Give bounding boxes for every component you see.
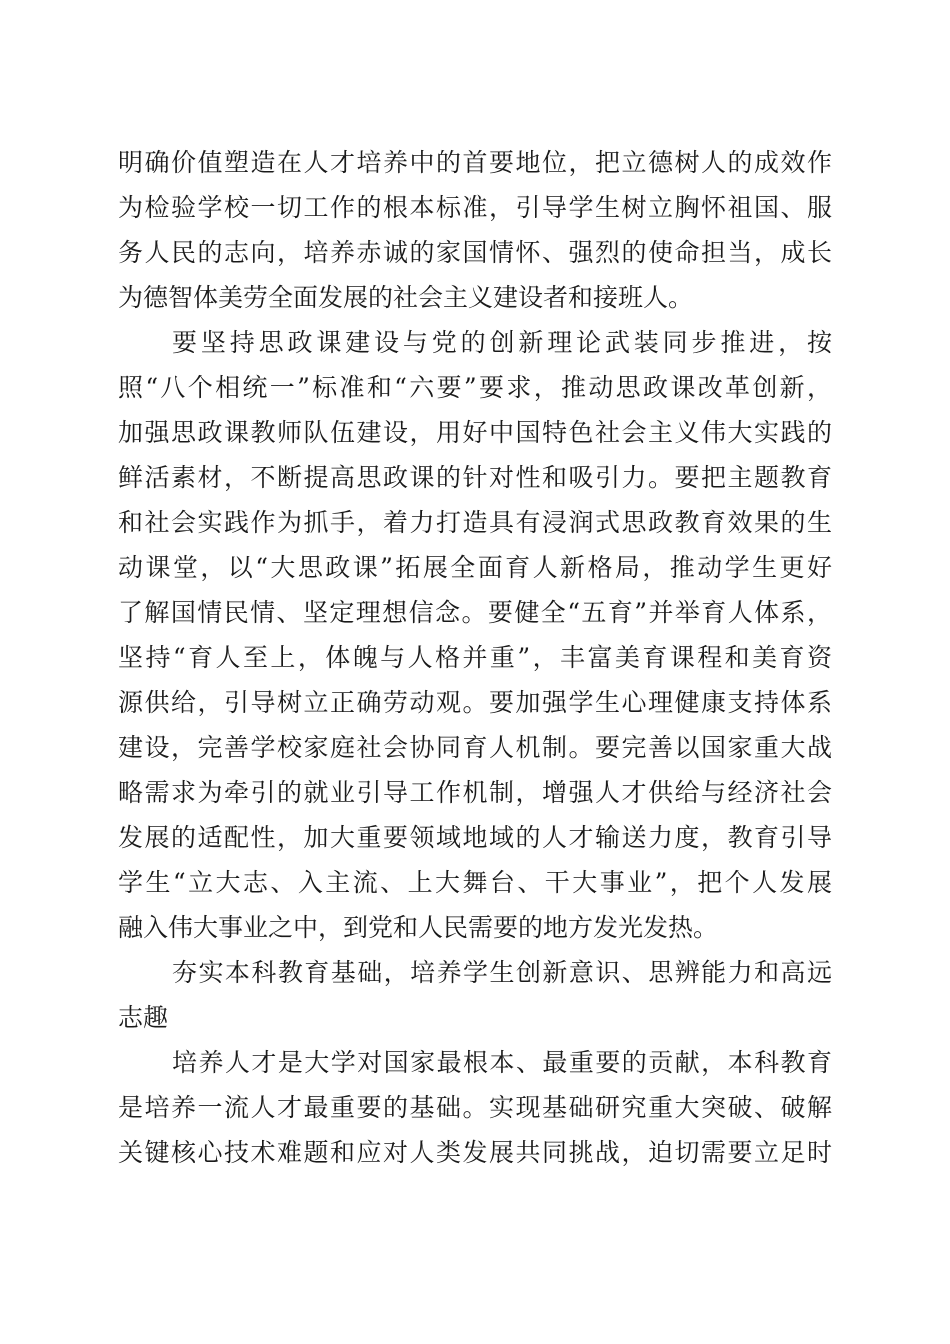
text-line: 学生“立大志、入主流、上大舞台、干大事业”，把个人发展 [118, 868, 832, 897]
text-line: 动课堂，以“大思政课”拓展全面育人新格局，推动学生更好 [118, 553, 832, 582]
text-line: 坚持“育人至上，体魄与人格并重”，丰富美育课程和美育资 [118, 643, 832, 672]
text-line: 培养人才是大学对国家最根本、最重要的贡献，本科教育 [172, 1048, 832, 1077]
text-line: 建设，完善学校家庭社会协同育人机制。要完善以国家重大战 [118, 733, 832, 762]
text-line: 加强思政课教师队伍建设，用好中国特色社会主义伟大实践的 [118, 418, 832, 447]
text-line: 是培养一流人才最重要的基础。实现基础研究重大突破、破解 [118, 1093, 832, 1122]
text-line: 和社会实践作为抓手，着力打造具有浸润式思政教育效果的生 [118, 508, 832, 537]
text-line: 为德智体美劳全面发展的社会主义建设者和接班人。 [118, 283, 694, 312]
text-line: 鲜活素材，不断提高思政课的针对性和吸引力。要把主题教育 [118, 463, 832, 492]
text-line: 夯实本科教育基础，培养学生创新意识、思辨能力和高远 [172, 958, 832, 987]
text-line: 了解国情民情、坚定理想信念。要健全“五育”并举育人体系， [118, 598, 832, 627]
text-line: 照“八个相统一”标准和“六要”要求，推动思政课改革创新， [118, 373, 832, 402]
text-line: 为检验学校一切工作的根本标准，引导学生树立胸怀祖国、服 [118, 193, 832, 222]
text-line: 融入伟大事业之中，到党和人民需要的地方发光发热。 [118, 913, 719, 942]
body-text [118, 140, 832, 1175]
text-line: 要坚持思政课建设与党的创新理论武装同步推进，按 [172, 328, 832, 357]
text-line: 志趣 [118, 1003, 169, 1032]
text-line: 关键核心技术难题和应对人类发展共同挑战，迫切需要立足时 [118, 1138, 832, 1167]
text-line: 发展的适配性，加大重要领域地域的人才输送力度，教育引导 [118, 823, 832, 852]
text-line: 明确价值塑造在人才培养中的首要地位，把立德树人的成效作 [118, 148, 832, 177]
text-line: 源供给，引导树立正确劳动观。要加强学生心理健康支持体系 [118, 688, 832, 717]
text-line: 务人民的志向，培养赤诚的家国情怀、强烈的使命担当，成长 [118, 238, 832, 267]
text-line: 略需求为牵引的就业引导工作机制，增强人才供给与经济社会 [118, 778, 832, 807]
